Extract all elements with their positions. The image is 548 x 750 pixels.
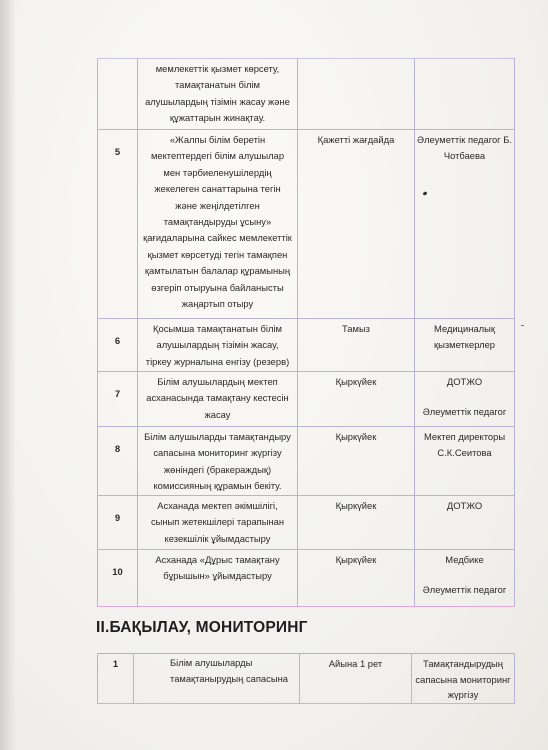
table-row [98,372,515,427]
table-row [98,550,515,607]
table-row [98,427,515,496]
row-date: Айына 1 рет [300,654,412,704]
row-date: Қыркүйек [298,550,415,607]
row-responsible: Әлеуметтік педагог Б. Чотбаева [415,130,515,319]
row-number: 8 [98,427,138,496]
row-responsible: ДОТЖО [415,496,515,550]
row-responsible [415,372,515,427]
row-description: «Жалпы білім беретін мектептердегі білім алушылар мен тәрбиеленушілердің жекелеген санаттарына тегін және жеңілдетілген тамақтандыруды ұсыну» қағидаларына сайкес мемлекеттік қызмет көрсетуді тегін тамақпен қамтылатын балалар құрамының өзгеріп отыруына байланысты жаңартып отыру [138,130,298,319]
responsible-primary: Медбике [445,554,484,565]
table-row [98,654,515,704]
row-number: 9 [98,496,138,550]
row-number: 6 [98,319,138,372]
row-responsible [415,550,515,607]
plan-table [97,58,515,607]
row-number: 7 [98,372,138,427]
monitoring-table [97,653,515,704]
section-title: II.БАҚЫЛАУ, МОНИТОРИНГ [96,619,308,636]
pen-mark [521,325,524,326]
row-description: мемлекеттік қызмет көрсету, тамақтанатын білім алушылардың тізімін жасау және құжаттарын жинақтау. [138,59,298,130]
row-date: Қыркүйек [298,372,415,427]
row-number: 1 [98,654,134,704]
row-description: Қосымша тамақтанатын білім алушылардың тізімін жасау, тіркеу журналына енгізу (резерв) [138,319,298,372]
row-date [298,59,415,130]
responsible-secondary: Әлеуметтік педагог [422,584,507,596]
row-number [98,59,138,130]
row-description: Асханада «Дұрыс тамақтану бұрышын» ұйымдастыру [138,550,298,607]
row-date: Қыркүйек [298,496,415,550]
row-responsible: Медициналық қызметкерлер [415,319,515,372]
row-date: Тамыз [298,319,415,372]
row-description: Білім алушыларды тамақтанырудың сапасына [134,654,300,704]
row-date: Қыркүйек [298,427,415,496]
responsible-secondary: Әлеуметтік педагог [422,406,507,418]
scan-edge-shadow [0,0,16,750]
row-description: Асханада мектеп әкімшілігі, сынып жетекшілері тарапынан кезекшілік ұйымдастыру [138,496,298,550]
table-row [98,496,515,550]
row-responsible: Мектеп директоры С.К.Сеитова [415,427,515,496]
row-number: 10 [98,550,138,607]
responsible-primary: ДОТЖО [446,376,483,387]
table-row [98,59,515,130]
row-responsible: Тамақтандырудың сапасына мониторинг жүргізу [412,654,515,704]
row-description: Білім алушылардың мектеп асханасында тамақтану кестесін жасау [138,372,298,427]
table-row [98,319,515,372]
row-description: Білім алушыларды тамақтандыру сапасына мониторинг жүргізу жөніндегі (бракераждық) комиссияның құрамын бекіту. [138,427,298,496]
row-number: 5 [98,130,138,319]
row-responsible [415,59,515,130]
table-row [98,130,515,319]
row-date: Қажетті жағдайда [298,130,415,319]
